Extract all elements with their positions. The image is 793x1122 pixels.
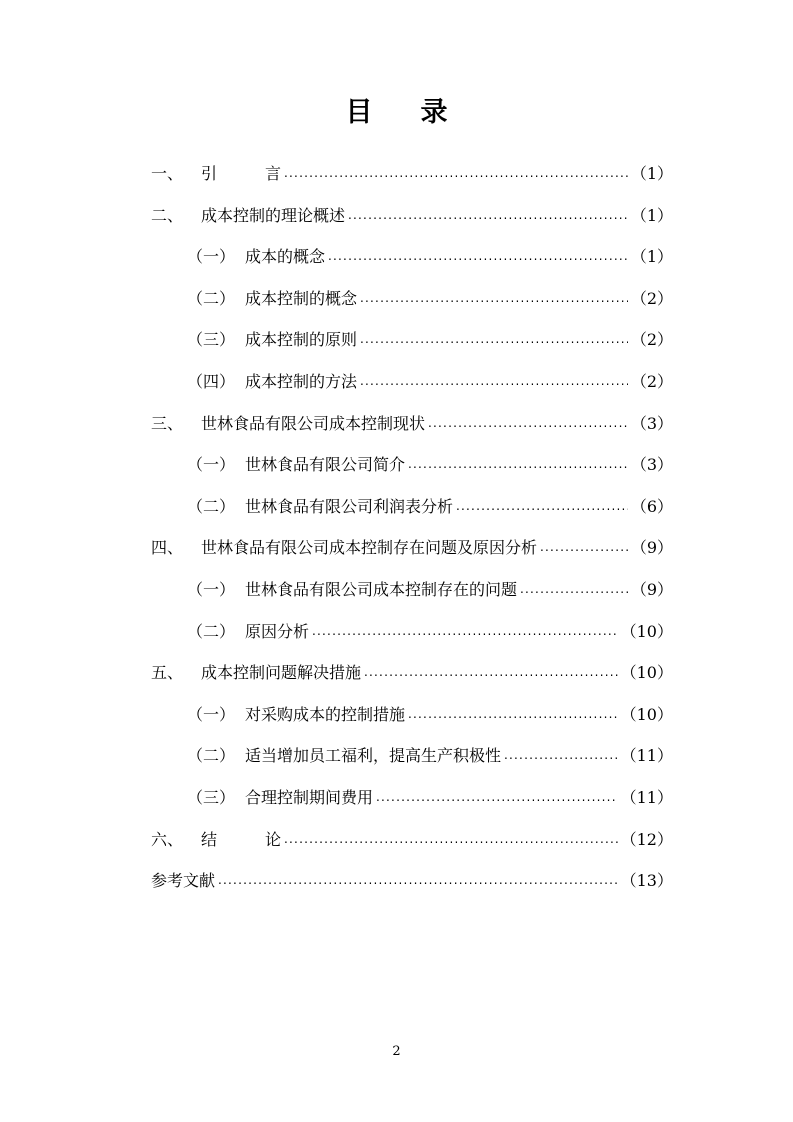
dot-leader <box>364 656 618 688</box>
toc-entry[interactable] <box>151 532 673 574</box>
toc-entry-page: （1） <box>630 164 673 183</box>
toc-entry-page: （6） <box>630 496 673 516</box>
dot-leader <box>360 282 628 314</box>
toc-entry-number: （二） <box>187 496 236 516</box>
toc-entry-number: （二） <box>187 621 236 641</box>
toc-entry-number: （三） <box>187 787 236 807</box>
toc-entry-page: （12） <box>620 829 673 849</box>
toc-entry[interactable] <box>151 657 673 699</box>
toc-entry-page: （2） <box>630 371 673 391</box>
toc-entry-introduction[interactable] <box>151 158 673 200</box>
toc-subentry[interactable] <box>151 574 673 616</box>
dot-leader <box>520 573 628 605</box>
toc-entry-label: 参考文献 <box>151 871 216 891</box>
toc-entry-number: 五、 <box>151 663 184 683</box>
dot-leader <box>312 615 618 647</box>
toc-entry-label: 世林食品有限公司成本控制现状 <box>201 413 426 433</box>
toc-entry-label: 合理控制期间费用 <box>245 787 374 807</box>
dot-leader <box>348 199 628 231</box>
toc-entry-page: （9） <box>630 538 673 558</box>
toc-subentry[interactable] <box>151 616 673 658</box>
toc-entry-conclusion[interactable] <box>151 824 673 866</box>
page-number: 2 <box>392 1044 401 1059</box>
toc-entry-label: 适当增加员工福利，提高生产积极性 <box>245 746 502 766</box>
dot-leader <box>284 823 618 855</box>
toc-entry-page: （2） <box>630 330 673 350</box>
toc-entry-number: 一、 <box>151 164 184 183</box>
toc-entry-number: （二） <box>187 288 236 308</box>
toc-subentry[interactable] <box>151 491 673 533</box>
toc-subentry[interactable] <box>151 782 673 824</box>
toc-entry-page: （11） <box>620 787 673 807</box>
toc-entry-number: 四、 <box>151 538 184 558</box>
toc-title-second: 录 <box>420 97 448 128</box>
toc-entry-label: 成本控制问题解决措施 <box>201 663 362 683</box>
dot-leader <box>408 448 628 480</box>
toc-subentry[interactable] <box>151 241 673 283</box>
toc-entry-label: 结 论 <box>201 829 282 849</box>
dot-leader <box>408 698 618 730</box>
toc-entry-page: （10） <box>620 621 673 641</box>
toc-entry-label: 成本的概念 <box>245 247 326 267</box>
toc-subentry[interactable] <box>151 324 673 366</box>
toc-entry-references[interactable] <box>151 865 673 907</box>
toc-subentry[interactable] <box>151 449 673 491</box>
toc-entry-label: 世林食品有限公司简介 <box>245 455 406 475</box>
toc-entry[interactable] <box>151 408 673 450</box>
toc-entry-label: 成本控制的原则 <box>245 330 358 350</box>
toc-entry-number: （一） <box>187 455 236 475</box>
toc-entry-number: （三） <box>187 330 236 350</box>
dot-leader <box>456 490 628 522</box>
toc-entry-number: （二） <box>187 746 236 766</box>
toc-entry-page: （10） <box>620 704 673 724</box>
toc-entry-page: （1） <box>630 205 673 225</box>
toc-entry-label: 成本控制的方法 <box>245 371 358 391</box>
dot-leader <box>428 407 628 439</box>
table-of-contents <box>151 158 673 907</box>
toc-entry-page: （1） <box>630 247 673 267</box>
toc-subentry[interactable] <box>151 283 673 325</box>
dot-leader <box>360 365 628 397</box>
toc-title <box>0 90 793 129</box>
toc-entry-label: 原因分析 <box>245 621 310 641</box>
toc-subentry[interactable] <box>151 740 673 782</box>
toc-entry-page: （13） <box>620 871 673 891</box>
toc-entry-page: （9） <box>630 579 673 599</box>
toc-entry-number: （一） <box>187 247 236 267</box>
toc-subentry[interactable] <box>151 366 673 408</box>
toc-entry-number: 二、 <box>151 205 184 225</box>
toc-entry-page: （3） <box>630 413 673 433</box>
toc-entry-label: 成本控制的理论概述 <box>201 205 346 225</box>
dot-leader <box>284 157 628 189</box>
toc-entry-label: 世林食品有限公司成本控制存在问题及原因分析 <box>201 538 538 558</box>
dot-leader <box>360 323 628 355</box>
toc-entry-label: 引 言 <box>201 164 282 183</box>
toc-entry-label: 对采购成本的控制措施 <box>245 704 406 724</box>
dot-leader <box>376 781 618 813</box>
toc-entry-label: 世林食品有限公司利润表分析 <box>245 496 454 516</box>
toc-entry-label: 成本控制的概念 <box>245 288 358 308</box>
dot-leader <box>218 864 618 896</box>
toc-entry-page: （2） <box>630 288 673 308</box>
toc-entry-page: （10） <box>620 663 673 683</box>
dot-leader <box>328 240 628 272</box>
toc-entry-number: （一） <box>187 704 236 724</box>
toc-entry-number: （一） <box>187 579 236 599</box>
toc-entry-label: 世林食品有限公司成本控制存在的问题 <box>245 579 518 599</box>
toc-entry-page: （3） <box>630 455 673 475</box>
toc-entry[interactable] <box>151 200 673 242</box>
toc-entry-number: 六、 <box>151 829 184 849</box>
toc-entry-page: （11） <box>620 746 673 766</box>
toc-subentry[interactable] <box>151 699 673 741</box>
toc-entry-number: 三、 <box>151 413 184 433</box>
toc-entry-number: （四） <box>187 371 236 391</box>
dot-leader <box>540 531 628 563</box>
toc-title-first: 目 <box>345 97 373 128</box>
dot-leader <box>504 739 618 771</box>
